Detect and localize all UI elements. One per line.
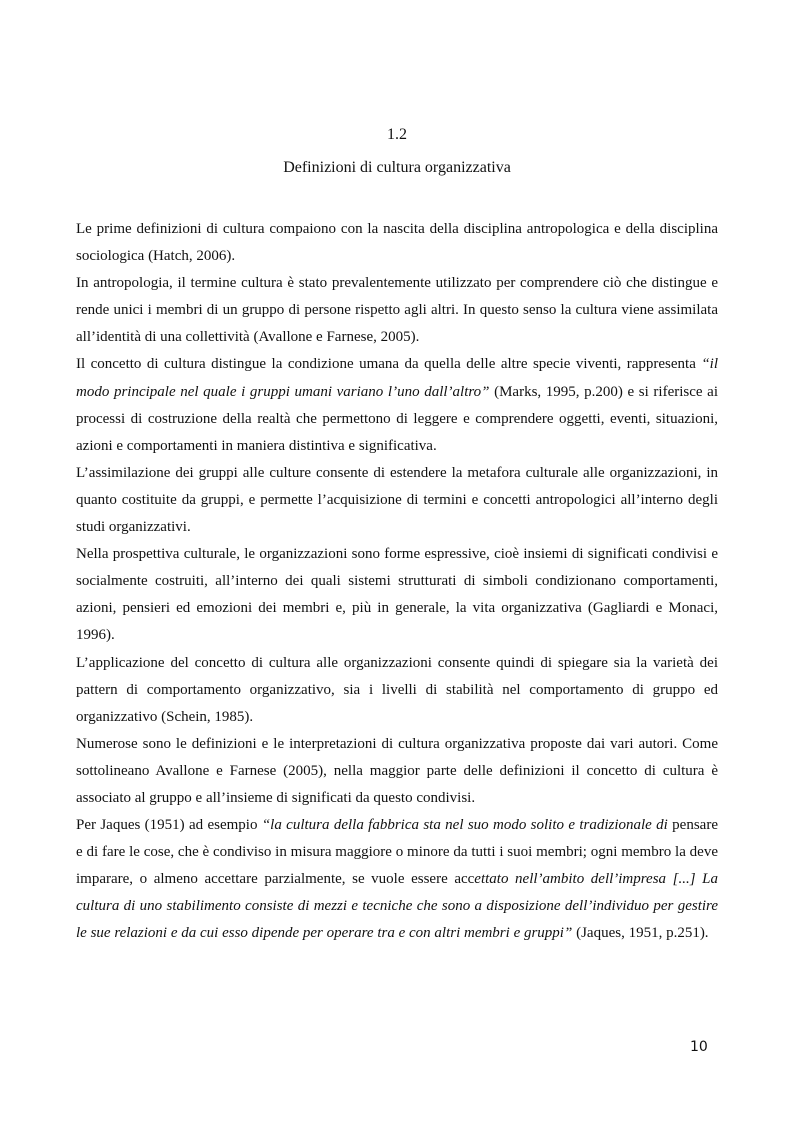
paragraph: In antropologia, il termine cultura è stato prevalentemente utilizzato per comprendere ciò che distingue e rende unici i membri di un gruppo di persone rispetto agli altri. In questo senso la cultura viene assimilata all’identità di una collettività (Avallone e Farnese, 2005). <box>76 275 718 346</box>
quotation: “il modo principale nel quale i gruppi umani variano l’uno dall’altro” <box>76 356 718 400</box>
paragraph: L’applicazione del concetto di cultura alle organizzazioni consente quindi di spiegare sia la varietà dei pattern di comportamento organizzativo, sia i livelli di stabilità nel comportamento di gruppo ed organizzativo (Schein, 1985). <box>76 654 718 725</box>
paragraph <box>76 812 718 947</box>
paragraph-text: pensare e di fare le cose, che è condiviso in misura maggiore o minore da tutti i suoi membri; ogni membro la deve imparare, o almeno accettare parzialmente, se vuole essere acc <box>76 817 718 888</box>
paragraph-text: Il concetto di cultura distingue la condizione umana da quella delle altre specie viventi, rappresenta <box>76 356 702 373</box>
section-number <box>0 123 794 147</box>
section-title: Definizioni di cultura organizzativa <box>283 159 511 176</box>
page-number: 10 <box>690 1039 708 1055</box>
quotation: ettato nell’ambito dell’impresa [...] La cultura di uno stabilimento consiste di mezzi e tecniche che sono a disposizione dell’individuo per gestire le sue relazioni e da cui esso dipende per operare tra e con altri membri e gruppi” <box>76 871 718 942</box>
paragraph: Numerose sono le definizioni e le interpretazioni di cultura organizzativa proposte dai vari autori. Come sottolineano Avallone e Farnese (2005), nella maggior parte delle definizioni il concetto di cultura è associato al gruppo e all’insieme di significati da questo condivisi. <box>76 735 718 806</box>
section-number-text: 1.2 <box>387 126 407 143</box>
paragraph: L’assimilazione dei gruppi alle culture consente di estendere la metafora culturale alle organizzazioni, in quanto costituite da gruppi, e permette l’acquisizione di termini e concetti antropologici all’interno degli studi organizzativi. <box>76 464 718 536</box>
paragraph-text: (Marks, 1995, p.200) e si riferisce ai processi di costruzione della realtà che permettono di leggere e comprendere oggetti, eventi, situazioni, azioni e comportamenti in maniera distintiva e significativa. <box>76 383 718 454</box>
paragraph-text: (Jaques, 1951, p.251). <box>572 925 709 942</box>
paragraph: Nella prospettiva culturale, le organizzazioni sono forme espressive, cioè insiemi di significati condivisi e socialmente costruiti, all’interno dei quali sistemi strutturati di simboli condizionano comportamenti, azioni, pensieri ed emozioni dei membri e, più in generale, la vita organizzativa (Gagliardi e Monaci, 1996). <box>76 546 718 644</box>
paragraph-text: Per Jaques (1951) ad esempio <box>76 817 262 834</box>
paragraph <box>76 351 718 459</box>
body-text <box>76 216 718 948</box>
quotation: “la cultura della fabbrica sta nel suo modo solito e tradizionale di <box>261 817 668 834</box>
paragraph: Le prime definizioni di cultura compaiono con la nascita della disciplina antropologica e della disciplina sociologica (Hatch, 2006). <box>76 221 718 265</box>
